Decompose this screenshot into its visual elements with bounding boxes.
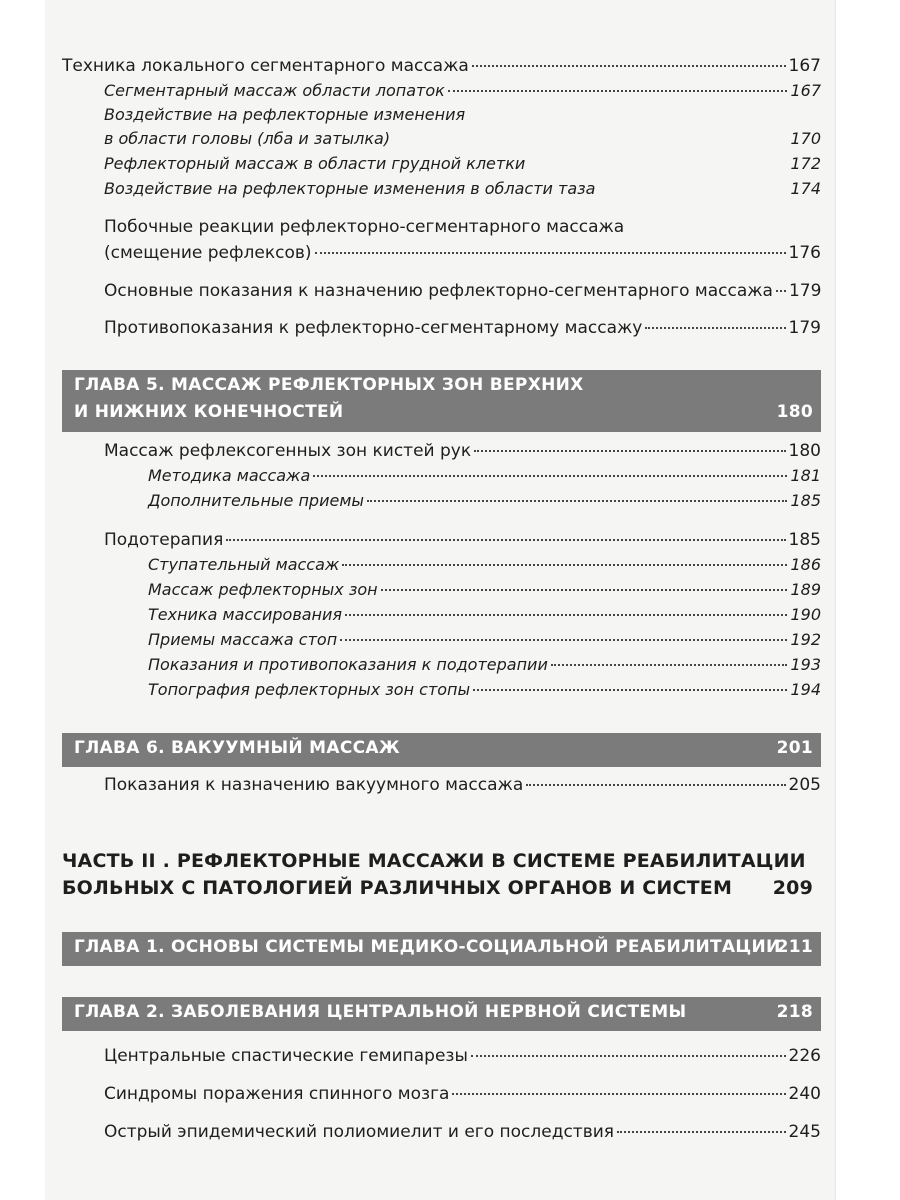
dot-leader [617,1131,786,1133]
entry-page: 181 [790,466,821,485]
dot-leader [340,639,787,641]
entry-page: 194 [790,680,821,699]
entry-title: Синдромы поражения спинного мозга [104,1084,450,1104]
entry-page: 167 [790,81,821,100]
toc-entry [104,439,821,463]
toc-entry [104,279,821,303]
entry-title: Сегментарный массаж области лопаток [104,81,445,100]
toc-subentry [148,628,821,652]
toc-subentry [104,177,821,201]
dot-leader [367,500,787,502]
dot-leader [471,1055,786,1057]
part-title-line1: ЧАСТЬ II . РЕФЛЕКТОРНЫЕ МАССАЖИ В СИСТЕМЕ РЕАБИЛИТАЦИИ [62,850,806,872]
toc-entry [62,54,821,78]
entry-page: 179 [788,318,821,338]
toc-subentry [148,489,821,513]
chapter-page: 180 [776,402,813,422]
toc-entry [104,316,821,340]
entry-page: 167 [788,56,821,76]
entry-title: Дополнительные приемы [148,491,365,510]
dot-leader [342,564,787,566]
chapter-header [62,932,821,966]
entry-title: Массаж рефлексогенных зон кистей рук [104,441,472,461]
part-title-line2: БОЛЬНЫХ С ПАТОЛОГИЕЙ РАЗЛИЧНЫХ ОРГАНОВ И СИСТЕМ [62,877,733,899]
entry-title: Воздействие на рефлекторные изменения в области таза [104,179,596,198]
entry-page: 189 [790,580,821,599]
entry-page: 192 [790,630,821,649]
dot-leader [472,65,786,67]
toc-subentry [148,578,821,602]
entry-page: 226 [788,1046,821,1066]
toc-subentry [104,79,821,103]
entry-title: Острый эпидемический полиомиелит и его последствия [104,1122,615,1142]
entry-page: 172 [790,154,821,173]
entry-title: Показания к назначению вакуумного массажа [104,775,524,795]
entry-title: Показания и противопоказания к подотерапии [148,655,548,674]
entry-page: 176 [788,243,821,263]
toc-subentry [104,152,821,176]
entry-page: 193 [790,655,821,674]
chapter-title: ГЛАВА 2. ЗАБОЛЕВАНИЯ ЦЕНТРАЛЬНОЙ НЕРВНОЙ СИСТЕМЫ [74,1002,687,1022]
toc-entry [104,1120,821,1144]
entry-title: Топография рефлекторных зон стопы [148,680,471,699]
entry-page: 170 [790,129,821,148]
toc-subentry [148,678,821,702]
entry-page: 180 [788,441,821,461]
chapter-page: 201 [776,738,813,758]
entry-page: 245 [788,1122,821,1142]
entry-title: Подотерапия [104,530,224,550]
toc-entry [104,1044,821,1068]
dot-leader [448,90,788,92]
toc-subentry [148,653,821,677]
entry-page: 240 [788,1084,821,1104]
chapter-header [62,733,821,767]
toc-entry [104,1082,821,1106]
toc-entry [104,528,821,552]
entry-page: 190 [790,605,821,624]
dot-leader [226,539,785,541]
part-header [62,848,821,902]
dot-leader [452,1093,785,1095]
entry-title: Методика массажа [148,466,311,485]
entry-title-line1: Воздействие на рефлекторные изменения [104,105,466,124]
toc-entry [104,241,821,265]
chapter-title: ГЛАВА 6. ВАКУУМНЫЙ МАССАЖ [74,738,400,758]
entry-page: 179 [788,281,822,301]
entry-title: Рефлекторный массаж в области грудной клетки [104,154,526,173]
entry-title: в области головы (лба и затылка) [104,129,391,148]
chapter-page: 211 [776,937,813,957]
entry-title: Техника локального сегментарного массажа [62,56,469,76]
chapter-title: ГЛАВА 1. ОСНОВЫ СИСТЕМЫ МЕДИКО-СОЦИАЛЬНОЙ РЕАБИЛИТАЦИИ [74,937,781,957]
entry-title: Противопоказания к рефлекторно-сегментарному массажу [104,318,643,338]
page-edge [835,0,900,1200]
chapter-title-line1: ГЛАВА 5. МАССАЖ РЕФЛЕКТОРНЫХ ЗОН ВЕРХНИХ [74,375,584,395]
entry-page: 174 [790,179,821,198]
entry-title: Ступательный массаж [148,555,340,574]
chapter-title-line2: И НИЖНИХ КОНЕЧНОСТЕЙ [74,402,344,422]
dot-leader [345,614,787,616]
toc-subentry [104,127,821,151]
dot-leader [776,290,786,292]
dot-leader [313,475,787,477]
chapter-page: 218 [776,1002,813,1022]
dot-leader [645,327,785,329]
entry-title: Основные показания к назначению рефлекторно-сегментарного массажа [104,281,773,301]
chapter-header [62,997,821,1031]
chapter-header [62,370,821,432]
entry-page: 185 [788,530,821,550]
entry-title: (смещение рефлексов) [104,243,312,263]
part-page: 209 [772,877,813,899]
dot-leader [526,784,785,786]
entry-title-line1: Побочные реакции рефлекторно-сегментарного массажа [104,217,625,237]
dot-leader [551,664,788,666]
dot-leader [381,589,788,591]
entry-page: 185 [790,491,821,510]
entry-title: Массаж рефлекторных зон [148,580,378,599]
entry-title: Техника массирования [148,605,343,624]
toc-entry [104,773,821,797]
dot-leader [474,450,785,452]
toc-subentry [148,553,821,577]
entry-page: 205 [788,775,821,795]
dot-leader [473,689,787,691]
dot-leader [315,252,786,254]
entry-title: Центральные спастические гемипарезы [104,1046,468,1066]
toc-subentry [148,464,821,488]
entry-page: 186 [790,555,821,574]
toc-subentry [148,603,821,627]
entry-title: Приемы массажа стоп [148,630,338,649]
